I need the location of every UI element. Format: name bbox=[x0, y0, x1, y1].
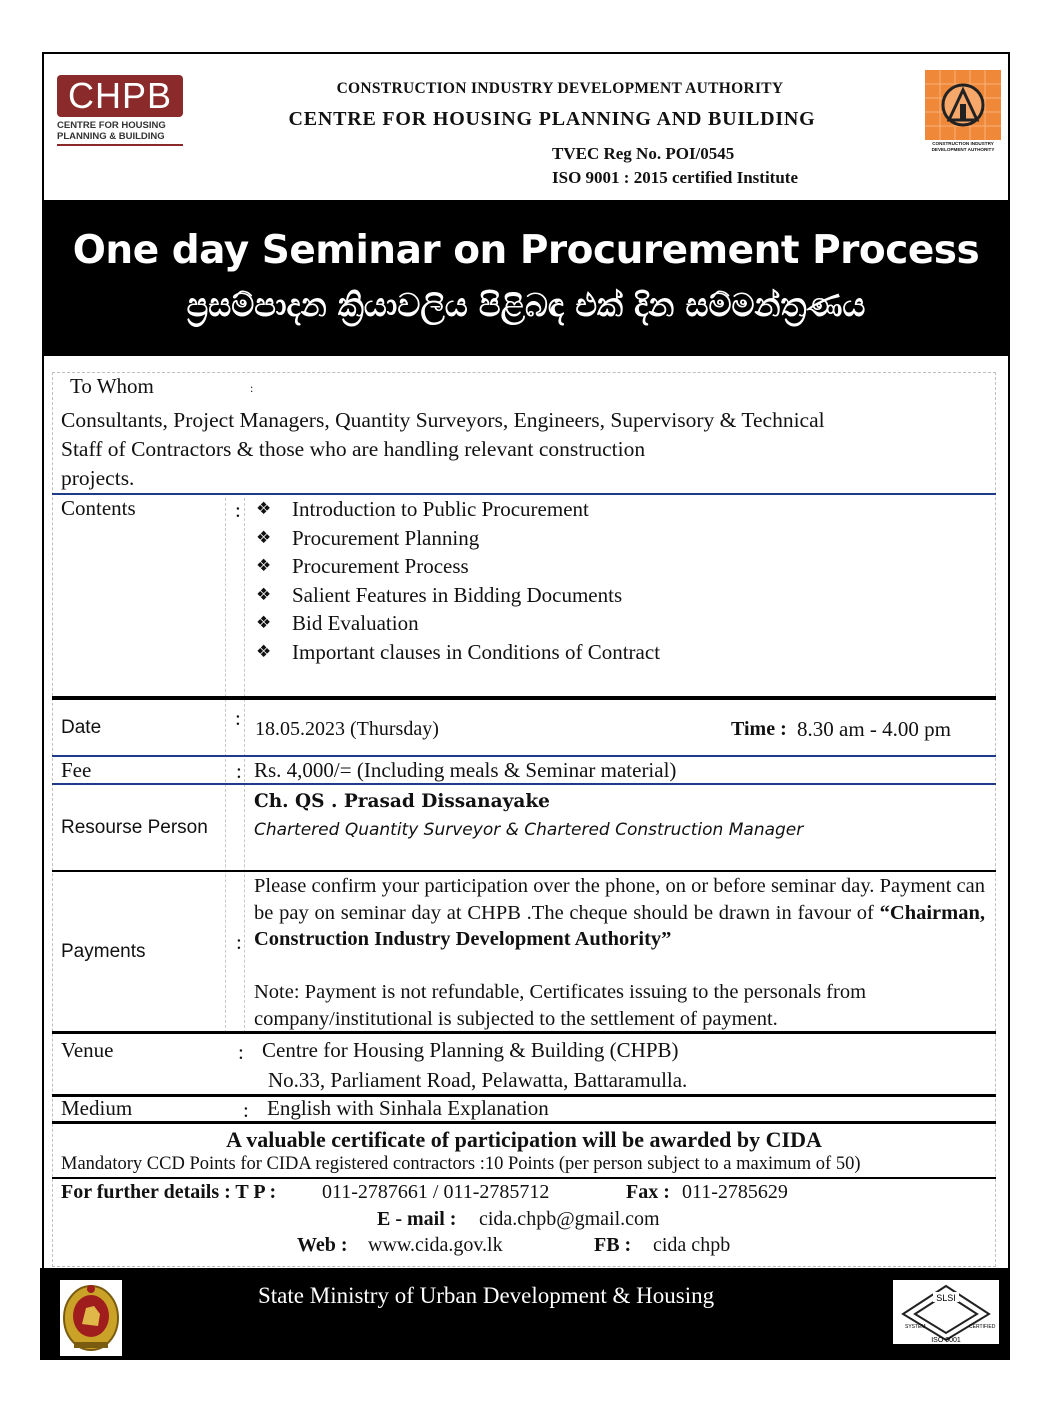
list-item-text: Procurement Planning bbox=[292, 525, 480, 550]
venue-line-2: No.33, Parliament Road, Pelawatta, Battaramulla. bbox=[268, 1068, 688, 1092]
contents-label: Contents bbox=[61, 496, 136, 520]
bullet-diamond-icon: ❖ bbox=[256, 556, 272, 577]
bullet-diamond-icon: ❖ bbox=[256, 613, 272, 634]
payments-instructions: Please confirm your participation over the phone, on or before seminar day. Payment can be pay on seminar day at CHPB .The cheque should be drawn in favour of bbox=[254, 875, 985, 924]
fee-value: Rs. 4,000/= (Including meals & Seminar material) bbox=[254, 758, 677, 782]
date-colon: : bbox=[235, 706, 241, 730]
chpb-logo-mark: CHPB bbox=[57, 75, 183, 117]
chpb-logo bbox=[57, 75, 185, 145]
date-label: Date bbox=[61, 717, 102, 738]
certificate-headline: A valuable certificate of participation will be awarded by CIDA bbox=[226, 1127, 822, 1152]
contents-list bbox=[256, 495, 660, 667]
payments-label: Payments bbox=[61, 941, 146, 962]
list-item-text: Bid Evaluation bbox=[292, 611, 419, 636]
list-item bbox=[256, 524, 660, 553]
title-banner bbox=[42, 200, 1010, 356]
phone-numbers: 011-2787661 / 011-2785712 bbox=[322, 1181, 550, 1203]
list-item-text: Introduction to Public Procurement bbox=[292, 497, 589, 521]
list-item-text: Salient Features in Bidding Documents bbox=[292, 582, 623, 607]
colon-column-divider bbox=[244, 498, 245, 1033]
facebook-page[interactable]: cida chpb bbox=[653, 1234, 731, 1256]
seminar-title-english: One day Seminar on Procurement Process bbox=[72, 228, 980, 273]
chpb-logo-underline bbox=[57, 144, 183, 146]
to-whom-line-1: Consultants, Project Managers, Quantity Surveyors, Engineers, Supervisory & Technical bbox=[61, 408, 825, 432]
centre-name: CENTRE FOR HOUSING PLANNING AND BUILDING bbox=[288, 108, 816, 130]
national-emblem-icon bbox=[60, 1280, 122, 1356]
date-value: 18.05.2023 (Thursday) bbox=[255, 718, 439, 740]
payments-paragraph bbox=[254, 873, 985, 953]
bullet-diamond-icon: ❖ bbox=[256, 527, 272, 548]
cida-logo bbox=[925, 70, 1001, 156]
list-item-text: Important clauses in Conditions of Contract bbox=[292, 639, 661, 664]
footer-bar bbox=[40, 1268, 1008, 1360]
resource-person-label: Resourse Person bbox=[61, 817, 208, 838]
email-label: E - mail : bbox=[377, 1208, 457, 1230]
facebook-label: FB : bbox=[594, 1234, 632, 1256]
tvec-registration: TVEC Reg No. POI/0545 bbox=[552, 144, 735, 163]
authority-name: CONSTRUCTION INDUSTRY DEVELOPMENT AUTHORITY bbox=[336, 80, 784, 97]
time-label: Time : bbox=[731, 718, 787, 740]
fax-number: 011-2785629 bbox=[682, 1181, 788, 1203]
slsi-text: SLSI bbox=[936, 1293, 956, 1303]
chpb-logo-sub2: PLANNING & BUILDING bbox=[57, 131, 165, 142]
medium-value: English with Sinhala Explanation bbox=[267, 1096, 549, 1120]
to-whom-label: To Whom bbox=[70, 374, 154, 398]
payments-colon: : bbox=[236, 930, 242, 954]
bullet-diamond-icon: ❖ bbox=[256, 584, 272, 605]
web-label: Web : bbox=[297, 1234, 348, 1256]
section-rule bbox=[52, 870, 996, 872]
section-rule bbox=[52, 783, 996, 785]
further-details-label: For further details : T P : bbox=[61, 1181, 277, 1203]
resource-person-name: Ch. QS . Prasad Dissanayake bbox=[254, 791, 550, 812]
slsi-system-text: SYSTEM bbox=[905, 1324, 926, 1330]
venue-colon: : bbox=[238, 1040, 244, 1064]
list-item bbox=[256, 495, 660, 524]
section-rule bbox=[52, 1121, 996, 1124]
fee-label: Fee bbox=[61, 758, 92, 782]
iso-certification: ISO 9001 : 2015 certified Institute bbox=[552, 168, 799, 187]
list-item-text: Procurement Process bbox=[292, 554, 469, 579]
venue-line-1: Centre for Housing Planning & Building (CHPB) bbox=[262, 1038, 679, 1062]
national-emblem-logo bbox=[60, 1280, 122, 1356]
section-rule bbox=[52, 696, 996, 700]
payments-note: Note: Payment is not refundable, Certificates issuing to the personals from company/institutional is subjected to the settlement of payment. bbox=[254, 981, 867, 1030]
list-item bbox=[256, 638, 660, 667]
list-item bbox=[256, 581, 660, 610]
time-value: 8.30 am - 4.00 pm bbox=[797, 717, 951, 741]
to-whom-line-2: Staff of Contractors & those who are handling relevant construction bbox=[61, 437, 646, 461]
resource-person-title: Chartered Quantity Surveyor & Chartered Construction Manager bbox=[254, 820, 804, 840]
slsi-certified-text: CERTIFIED bbox=[969, 1324, 996, 1330]
cheque-payee: “Chairman, Construction Industry Development Authority” bbox=[254, 901, 986, 950]
list-item bbox=[256, 609, 660, 638]
fax-label: Fax : bbox=[626, 1181, 670, 1203]
medium-label: Medium bbox=[61, 1096, 133, 1120]
section-rule bbox=[52, 1031, 996, 1034]
list-item bbox=[256, 552, 660, 581]
slsi-iso-text: ISO 9001 bbox=[931, 1337, 961, 1344]
slsi-iso-icon bbox=[893, 1280, 999, 1344]
website-link[interactable]: www.cida.gov.lk bbox=[368, 1234, 503, 1256]
seminar-title-sinhala: ප්‍රසම්පාදන ක්‍රියාවලිය පිළිබඳ එක් දින සම්මන්ත්‍රණය bbox=[186, 286, 866, 324]
chpb-logo-sub1: CENTRE FOR HOUSING bbox=[57, 120, 166, 131]
ministry-name: State Ministry of Urban Development & Housing bbox=[258, 1283, 715, 1308]
label-column-divider bbox=[225, 498, 226, 1033]
venue-label: Venue bbox=[61, 1038, 114, 1062]
cida-logo-caption: CONSTRUCTION INDUSTRY DEVELOPMENT AUTHORITY bbox=[931, 141, 995, 152]
fee-colon: : bbox=[236, 759, 242, 783]
email-address[interactable]: cida.chpb@gmail.com bbox=[479, 1208, 660, 1230]
chpb-logo-subtitle bbox=[57, 120, 185, 142]
slsi-certification-logo bbox=[893, 1280, 999, 1344]
bullet-diamond-icon: ❖ bbox=[256, 499, 272, 519]
ccd-points-note: Mandatory CCD Points for CIDA registered contractors :10 Points (per person subject to a maximum of 50) bbox=[61, 1154, 861, 1174]
contents-colon: : bbox=[235, 498, 241, 522]
medium-colon: : bbox=[243, 1098, 249, 1122]
to-whom-line-3: projects. bbox=[61, 466, 135, 490]
bullet-diamond-icon: ❖ bbox=[256, 641, 272, 662]
to-whom-colon: : bbox=[250, 381, 254, 395]
